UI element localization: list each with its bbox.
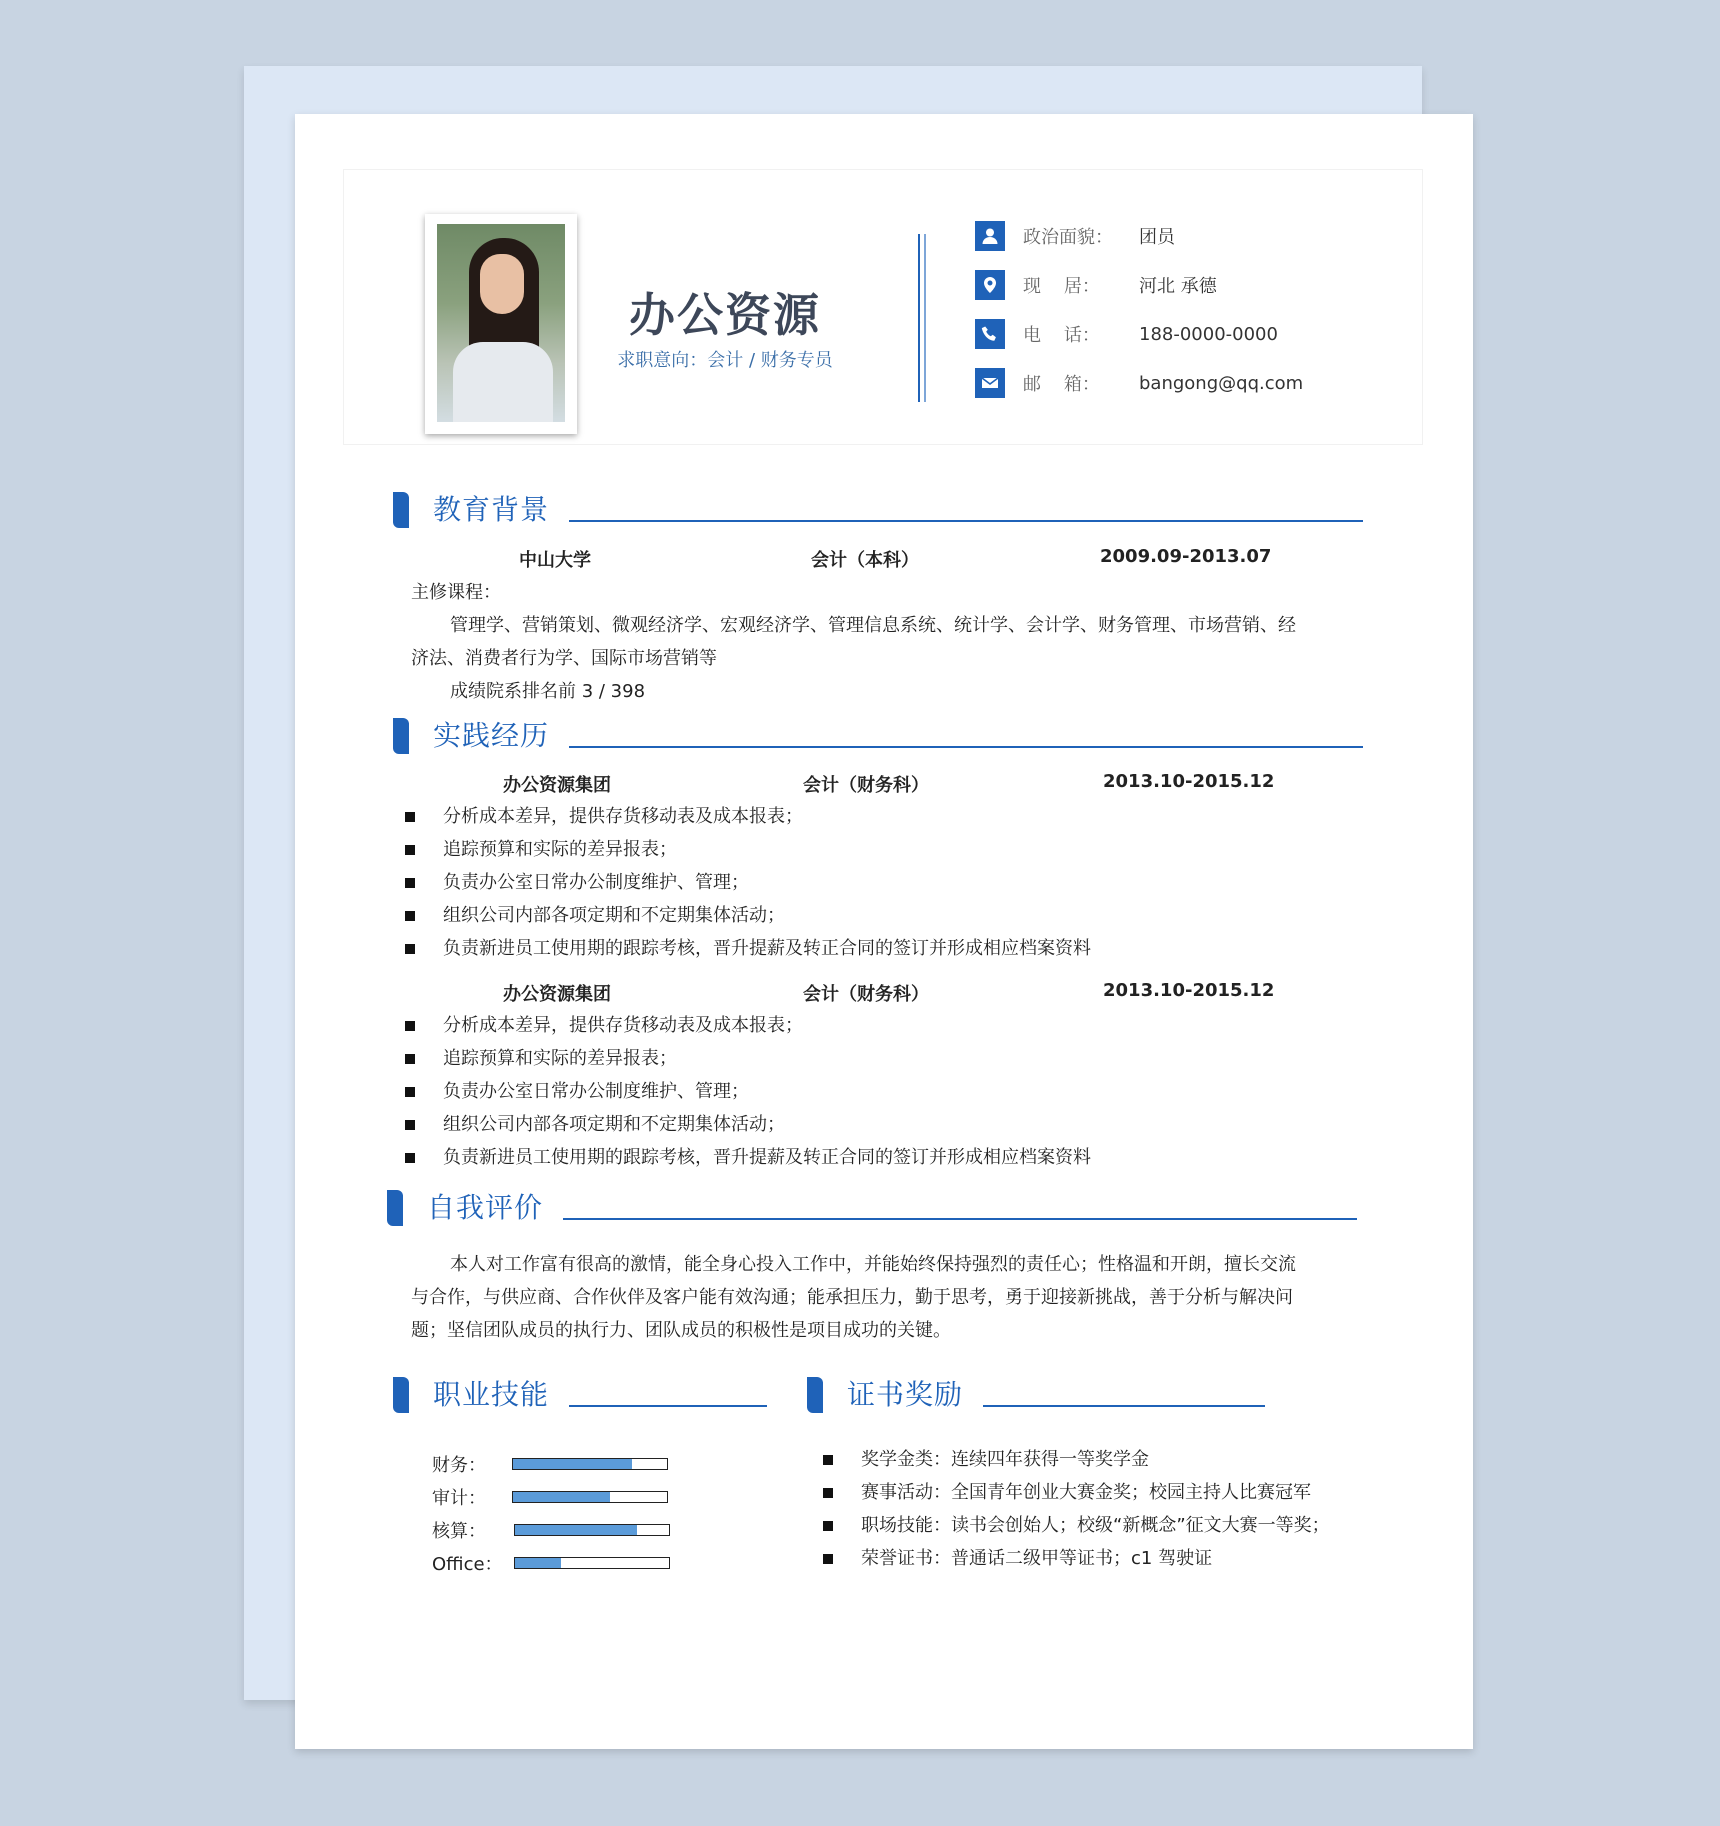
exp-role: 会计（财务科） xyxy=(803,775,929,796)
edu-major: 会计（本科） xyxy=(811,550,919,571)
section-title: 教育背景 xyxy=(433,493,550,526)
section-rule xyxy=(983,1405,1265,1407)
exp-bullets xyxy=(405,800,1091,965)
edu-rank: 成绩院系排名前 3 / 398 xyxy=(450,681,646,702)
bullet-square-icon xyxy=(823,1455,833,1465)
user-icon xyxy=(975,221,1005,251)
photo-image xyxy=(437,224,565,422)
bullet-square-icon xyxy=(405,878,415,888)
bullet-square-icon xyxy=(405,1054,415,1064)
skill-label: 财务： xyxy=(432,1455,486,1476)
info-label: 电 话： xyxy=(1023,325,1100,346)
exp-role: 会计（财务科） xyxy=(803,984,929,1005)
profile-photo xyxy=(425,214,577,434)
bullet-square-icon xyxy=(823,1554,833,1564)
section-marker xyxy=(807,1377,823,1413)
photo-face xyxy=(480,254,524,314)
list-item: 组织公司内部各项定期和不定期集体活动； xyxy=(405,899,1091,932)
list-item: 赛事活动：全国青年创业大赛金奖；校园主持人比赛冠军 xyxy=(823,1476,1330,1509)
list-item: 组织公司内部各项定期和不定期集体活动； xyxy=(405,1108,1091,1141)
bullet-square-icon xyxy=(405,911,415,921)
header-divider xyxy=(918,234,920,402)
skill-label: 核算： xyxy=(432,1521,486,1542)
edu-courses-line2: 济法、消费者行为学、国际市场营销等 xyxy=(411,648,717,669)
info-label: 现 居： xyxy=(1023,276,1100,297)
info-row-politics xyxy=(975,220,1175,252)
skill-label: 审计： xyxy=(432,1488,486,1509)
bullet-square-icon xyxy=(405,944,415,954)
bullet-square-icon xyxy=(823,1488,833,1498)
skill-bar xyxy=(514,1557,670,1569)
skill-bar xyxy=(514,1524,670,1536)
bullet-square-icon xyxy=(405,845,415,855)
bullet-square-icon xyxy=(405,812,415,822)
list-item: 负责新进员工使用期的跟踪考核，晋升提薪及转正合同的签订并形成相应档案资料 xyxy=(405,1141,1091,1174)
self-line1: 本人对工作富有很高的激情，能全身心投入工作中，并能始终保持强烈的责任心；性格温和开朗，擅长交流 xyxy=(450,1254,1296,1275)
section-awards xyxy=(807,1373,1277,1417)
skill-row xyxy=(432,1451,668,1477)
section-rule xyxy=(569,520,1363,522)
skill-bar xyxy=(512,1491,668,1503)
info-value: 团员 xyxy=(1139,227,1175,248)
section-title: 自我评价 xyxy=(427,1191,544,1224)
section-rule xyxy=(563,1218,1357,1220)
edu-period: 2009.09-2013.07 xyxy=(1100,546,1272,567)
list-item: 负责办公室日常办公制度维护、管理； xyxy=(405,1075,1091,1108)
candidate-name: 办公资源 xyxy=(629,288,821,342)
info-label: 政治面貌： xyxy=(1023,227,1113,248)
edu-courses-label: 主修课程： xyxy=(411,582,501,603)
skill-row xyxy=(432,1484,668,1510)
section-marker xyxy=(387,1190,403,1226)
self-line2: 与合作，与供应商、合作伙伴及客户能有效沟通；能承担压力，勤于思考，勇于迎接新挑战，善于分析与解决问 xyxy=(411,1287,1293,1308)
skill-fill xyxy=(513,1459,632,1469)
bullet-square-icon xyxy=(405,1087,415,1097)
location-icon xyxy=(975,270,1005,300)
job-intent: 求职意向：会计 / 财务专员 xyxy=(617,350,833,371)
bullet-square-icon xyxy=(823,1521,833,1531)
skill-row xyxy=(432,1517,670,1543)
list-item: 追踪预算和实际的差异报表； xyxy=(405,1042,1091,1075)
list-item: 奖学金类：连续四年获得一等奖学金 xyxy=(823,1443,1330,1476)
bullet-square-icon xyxy=(405,1021,415,1031)
section-marker xyxy=(393,1377,409,1413)
section-title: 实践经历 xyxy=(433,719,550,752)
phone-icon xyxy=(975,319,1005,349)
skill-row xyxy=(432,1550,670,1576)
skill-fill xyxy=(515,1558,561,1568)
list-item: 分析成本差异，提供存货移动表及成本报表； xyxy=(405,800,1091,833)
list-item: 分析成本差异，提供存货移动表及成本报表； xyxy=(405,1009,1091,1042)
mail-icon xyxy=(975,368,1005,398)
edu-courses-line1: 管理学、营销策划、微观经济学、宏观经济学、管理信息系统、统计学、会计学、财务管理、市场营销、经 xyxy=(450,615,1296,636)
skill-fill xyxy=(513,1492,610,1502)
section-title: 证书奖励 xyxy=(847,1378,964,1411)
skill-bar xyxy=(512,1458,668,1470)
section-rule xyxy=(569,746,1363,748)
list-item: 负责新进员工使用期的跟踪考核，晋升提薪及转正合同的签订并形成相应档案资料 xyxy=(405,932,1091,965)
self-line3: 题；坚信团队成员的执行力、团队成员的积极性是项目成功的关键。 xyxy=(411,1320,951,1341)
section-marker xyxy=(393,718,409,754)
resume-page xyxy=(295,114,1473,1749)
section-experience xyxy=(393,714,1273,758)
photo-dress xyxy=(453,342,553,422)
section-rule xyxy=(569,1405,767,1407)
info-row-residence xyxy=(975,269,1217,301)
skill-fill xyxy=(515,1525,637,1535)
exp-period: 2013.10-2015.12 xyxy=(1103,980,1275,1001)
list-item: 荣誉证书：普通话二级甲等证书；c1 驾驶证 xyxy=(823,1542,1330,1575)
section-self-evaluation xyxy=(387,1186,1267,1230)
section-title: 职业技能 xyxy=(433,1378,550,1411)
info-value: 河北 承德 xyxy=(1139,276,1217,297)
section-marker xyxy=(393,492,409,528)
info-label: 邮 箱： xyxy=(1023,374,1100,395)
list-item: 职场技能：读书会创始人；校级“新概念”征文大赛一等奖； xyxy=(823,1509,1330,1542)
list-item: 负责办公室日常办公制度维护、管理； xyxy=(405,866,1091,899)
info-value: 188-0000-0000 xyxy=(1139,323,1278,345)
section-education xyxy=(393,488,1273,532)
section-skills xyxy=(393,1373,793,1417)
bullet-square-icon xyxy=(405,1153,415,1163)
skill-label: Office： xyxy=(432,1554,503,1575)
exp-bullets xyxy=(405,1009,1091,1174)
info-value: bangong@qq.com xyxy=(1139,372,1304,394)
exp-period: 2013.10-2015.12 xyxy=(1103,771,1275,792)
info-row-email xyxy=(975,367,1303,399)
awards-list xyxy=(823,1443,1330,1575)
exp-company: 办公资源集团 xyxy=(503,775,611,796)
info-row-phone xyxy=(975,318,1278,350)
exp-company: 办公资源集团 xyxy=(503,984,611,1005)
list-item: 追踪预算和实际的差异报表； xyxy=(405,833,1091,866)
bullet-square-icon xyxy=(405,1120,415,1130)
edu-school: 中山大学 xyxy=(519,550,591,571)
